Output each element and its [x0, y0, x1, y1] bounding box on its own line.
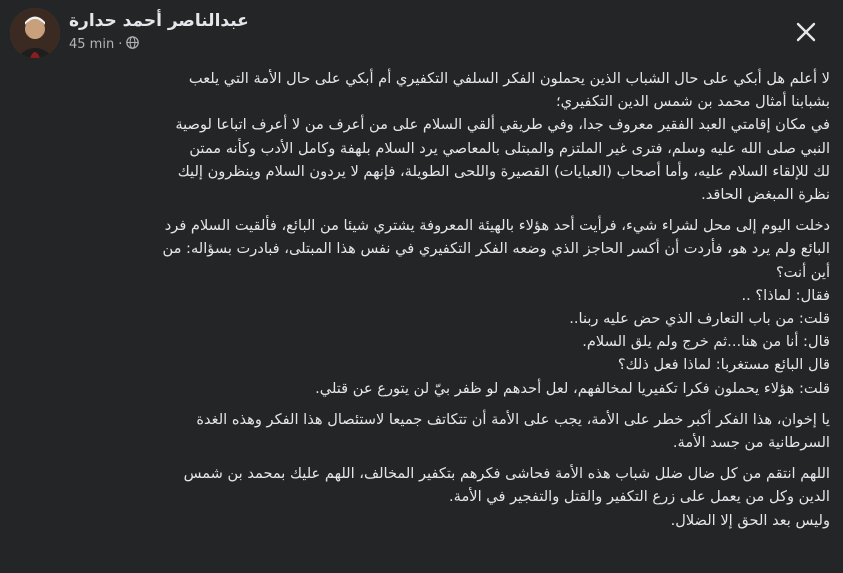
post-line: قال البائع مستغربا: لماذا فعل ذلك؟ [617, 356, 830, 374]
globe-icon [126, 36, 139, 53]
post-time[interactable]: 45 min [69, 36, 115, 52]
post-line: دخلت اليوم إلى محل لشراء شيء، فرأيت أحد هؤلاء بالهيئة المعروفة يشتري شيئا من البائع، فألقيت السلام فرد [164, 217, 830, 235]
post-line: اللهم انتقم من كل ضال ضلل شباب هذه الأمة فحاشى فكرهم بتكفير المخالف، اللهم عليك بمحمد بن شمس [183, 465, 830, 483]
post-header [0, 0, 843, 60]
post-paragraph-1 [14, 67, 830, 206]
author-block [10, 8, 249, 58]
post-line: النبي صلى الله عليه وسلم، فترى غير الملتزم والمبتلى بالمعاصي يرد السلام بلهفة وكامل الأدب وكأنه ممتن [189, 139, 830, 157]
meta-separator: · [118, 37, 123, 52]
post-line: أين أنت؟ [775, 263, 830, 281]
post-line: فقال: لماذا؟ .. [741, 286, 830, 304]
close-button[interactable] [785, 11, 827, 53]
post-paragraph-2 [14, 214, 830, 400]
post-line: البائع ولم يرد هو، فأردت أن أكسر الحاجز الذي وضعه الفكر التكفيري في نفس هذا المبتلى، فبادرت بسؤاله: من [162, 240, 830, 258]
post-text [14, 67, 830, 540]
post-line: في مكان إقامتي العبد الفقير معروف جدا، وفي طريقي ألقي السلام على من أعرف من لا أعرف اتباعا لوصية [175, 116, 830, 134]
post-line: قلت: هؤلاء يحملون فكرا تكفيريا لمخالفهم، لعل أحدهم لو ظفر بيّ لن يتورع عن قتلي. [315, 379, 830, 397]
post-meta [69, 36, 249, 53]
post-paragraph-4 [14, 462, 830, 532]
avatar[interactable] [10, 8, 60, 58]
post-line: يا إخوان، هذا الفكر أكبر خطر على الأمة، يجب على الأمة أن تتكاتف جميعا لاستئصال هذا الفكر وهذه الغدة [196, 410, 830, 428]
post-line: الدين وكل من يعمل على زرع التكفير والقتل والتفجير في الأمة. [449, 488, 830, 506]
post-line: لك للإلقاء السلام عليه، وأما أصحاب (العبايات) القصيرة واللحى الطويلة، فإنهم لا يردون السلام وينظرون إليك [177, 162, 830, 180]
post-line: نظرة المبغض الحاقد. [701, 186, 830, 204]
post-line: وليس بعد الحق إلا الضلال. [670, 511, 830, 529]
post-line: السرطانية من جسد الأمة. [672, 434, 830, 452]
post-line: قلت: من باب التعارف الذي حض عليه ربنا.. [569, 310, 830, 328]
post-paragraph-3 [14, 408, 830, 454]
post-line: قال: أنا من هنا...ثم خرج ولم يلق السلام. [582, 333, 830, 351]
close-icon [795, 21, 817, 43]
post-line: لا أعلم هل أبكي على حال الشباب الذين يحملون الفكر السلفي التكفيري أم أبكي على حال الأمة التي يلعب [188, 70, 830, 87]
post-line: بشبابنا أمثال محمد بن شمس الدين التكفيري؛ [556, 93, 830, 111]
author-name[interactable]: عبدالناصر أحمد حدارة [69, 11, 249, 31]
